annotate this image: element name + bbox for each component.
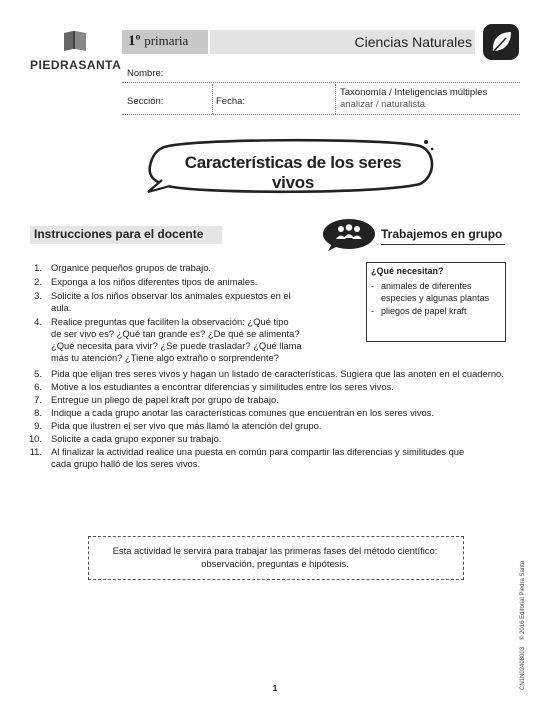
list-item: ¿Qué necesita para vivir? ¿Se puede trasladar? ¿Qué llama [51, 340, 302, 351]
list-number: 5. [34, 368, 42, 379]
section-line [122, 114, 520, 115]
list-item: Indique a cada grupo anotar las características comunes que encuentran en los seres vivos. [51, 407, 435, 418]
book-logo-icon [62, 30, 88, 52]
list-item: Pida que ilustren el ser vivo que más llamó la atención del grupo. [51, 420, 322, 431]
taxonomy-value: analizar / naturalista [340, 99, 426, 110]
list-number: 10. [28, 433, 42, 444]
list-item: Al finalizar la actividad realice una puesta en común para compartir las diferencias y similitudes que [51, 446, 465, 457]
list-item: de ser vivo es? ¿Qué tan grande es? ¿De qué se alimenta? [51, 328, 300, 339]
name-label: Nombre: [127, 68, 164, 79]
leaf-icon [483, 24, 519, 60]
list-item: más tu atención? ¿Tiene algo extraño o sorprendente? [51, 352, 279, 363]
taxonomy-label: Taxonomía / Inteligencias múltiples [340, 87, 488, 98]
page-number: 1 [272, 683, 278, 693]
group-work-heading: Trabajemos en grupo [381, 227, 503, 241]
list-number: 11. [29, 446, 42, 457]
list-item: Entregue un pliego de papel kraft por grupo de trabajo. [51, 394, 279, 405]
list-number: 3. [34, 290, 42, 301]
list-number: 7. [34, 394, 42, 405]
materials-item: animales de diferentes [381, 281, 472, 291]
materials-bullet: - [371, 306, 374, 316]
list-item: Pida que elijan tres seres vivos y hagan un listado de características. Sugiera que las anoten en el cuaderno. [51, 368, 504, 379]
publisher-logo: PIEDRASANTA [30, 58, 122, 72]
list-item: Solicite a los niños observar los animales expuestos en el [51, 290, 291, 301]
instructions-heading: Instrucciones para el docente [34, 227, 204, 241]
list-number: 9. [34, 420, 42, 431]
materials-item: pliegos de papel kraft [381, 306, 467, 316]
name-line [122, 82, 520, 83]
list-number: 1. [34, 262, 42, 273]
list-item: Motive a los estudiantes a encontrar diferencias y similitudes entre los seres vivos. [51, 381, 394, 392]
list-item: aula. [51, 302, 72, 313]
list-item: cada grupo halló de los seres vivos. [51, 458, 201, 469]
list-number: 2. [34, 276, 42, 287]
list-item: Solicite a cada grupo exponer su trabajo. [51, 433, 222, 444]
field-divider [335, 84, 336, 114]
grade-label: 1º primaria [128, 33, 189, 49]
materials-item: especies y algunas plantas [381, 293, 490, 303]
list-item: Organice pequeños grupos de trabajo. [51, 262, 212, 273]
group-heading-underline [381, 244, 505, 245]
subject-title: Ciencias Naturales [354, 34, 472, 50]
group-icon [322, 218, 376, 252]
product-code: CN1N02408003 [520, 646, 526, 690]
note-text: Esta actividad le servirá para trabajar las primeras fases del método científico: observación, preguntas e hipótesis. [112, 545, 438, 569]
page-title: Características de los seres vivos [184, 153, 402, 192]
section-label: Sección: [127, 96, 164, 107]
date-label: Fecha: [216, 96, 246, 107]
list-number: 4. [34, 316, 42, 327]
field-divider [212, 84, 213, 114]
materials-title: ¿Qué necesitan? [371, 266, 444, 276]
list-number: 6. [34, 381, 42, 392]
list-number: 8. [34, 407, 42, 418]
list-item: Exponga a los niños diferentes tipos de animales. [51, 276, 258, 287]
list-item: Realice preguntas que faciliten la observación: ¿Qué tipo [51, 316, 289, 327]
materials-bullet: - [371, 281, 374, 291]
copyright-text: © 2016 Editorial Piedra Santa [520, 560, 526, 640]
